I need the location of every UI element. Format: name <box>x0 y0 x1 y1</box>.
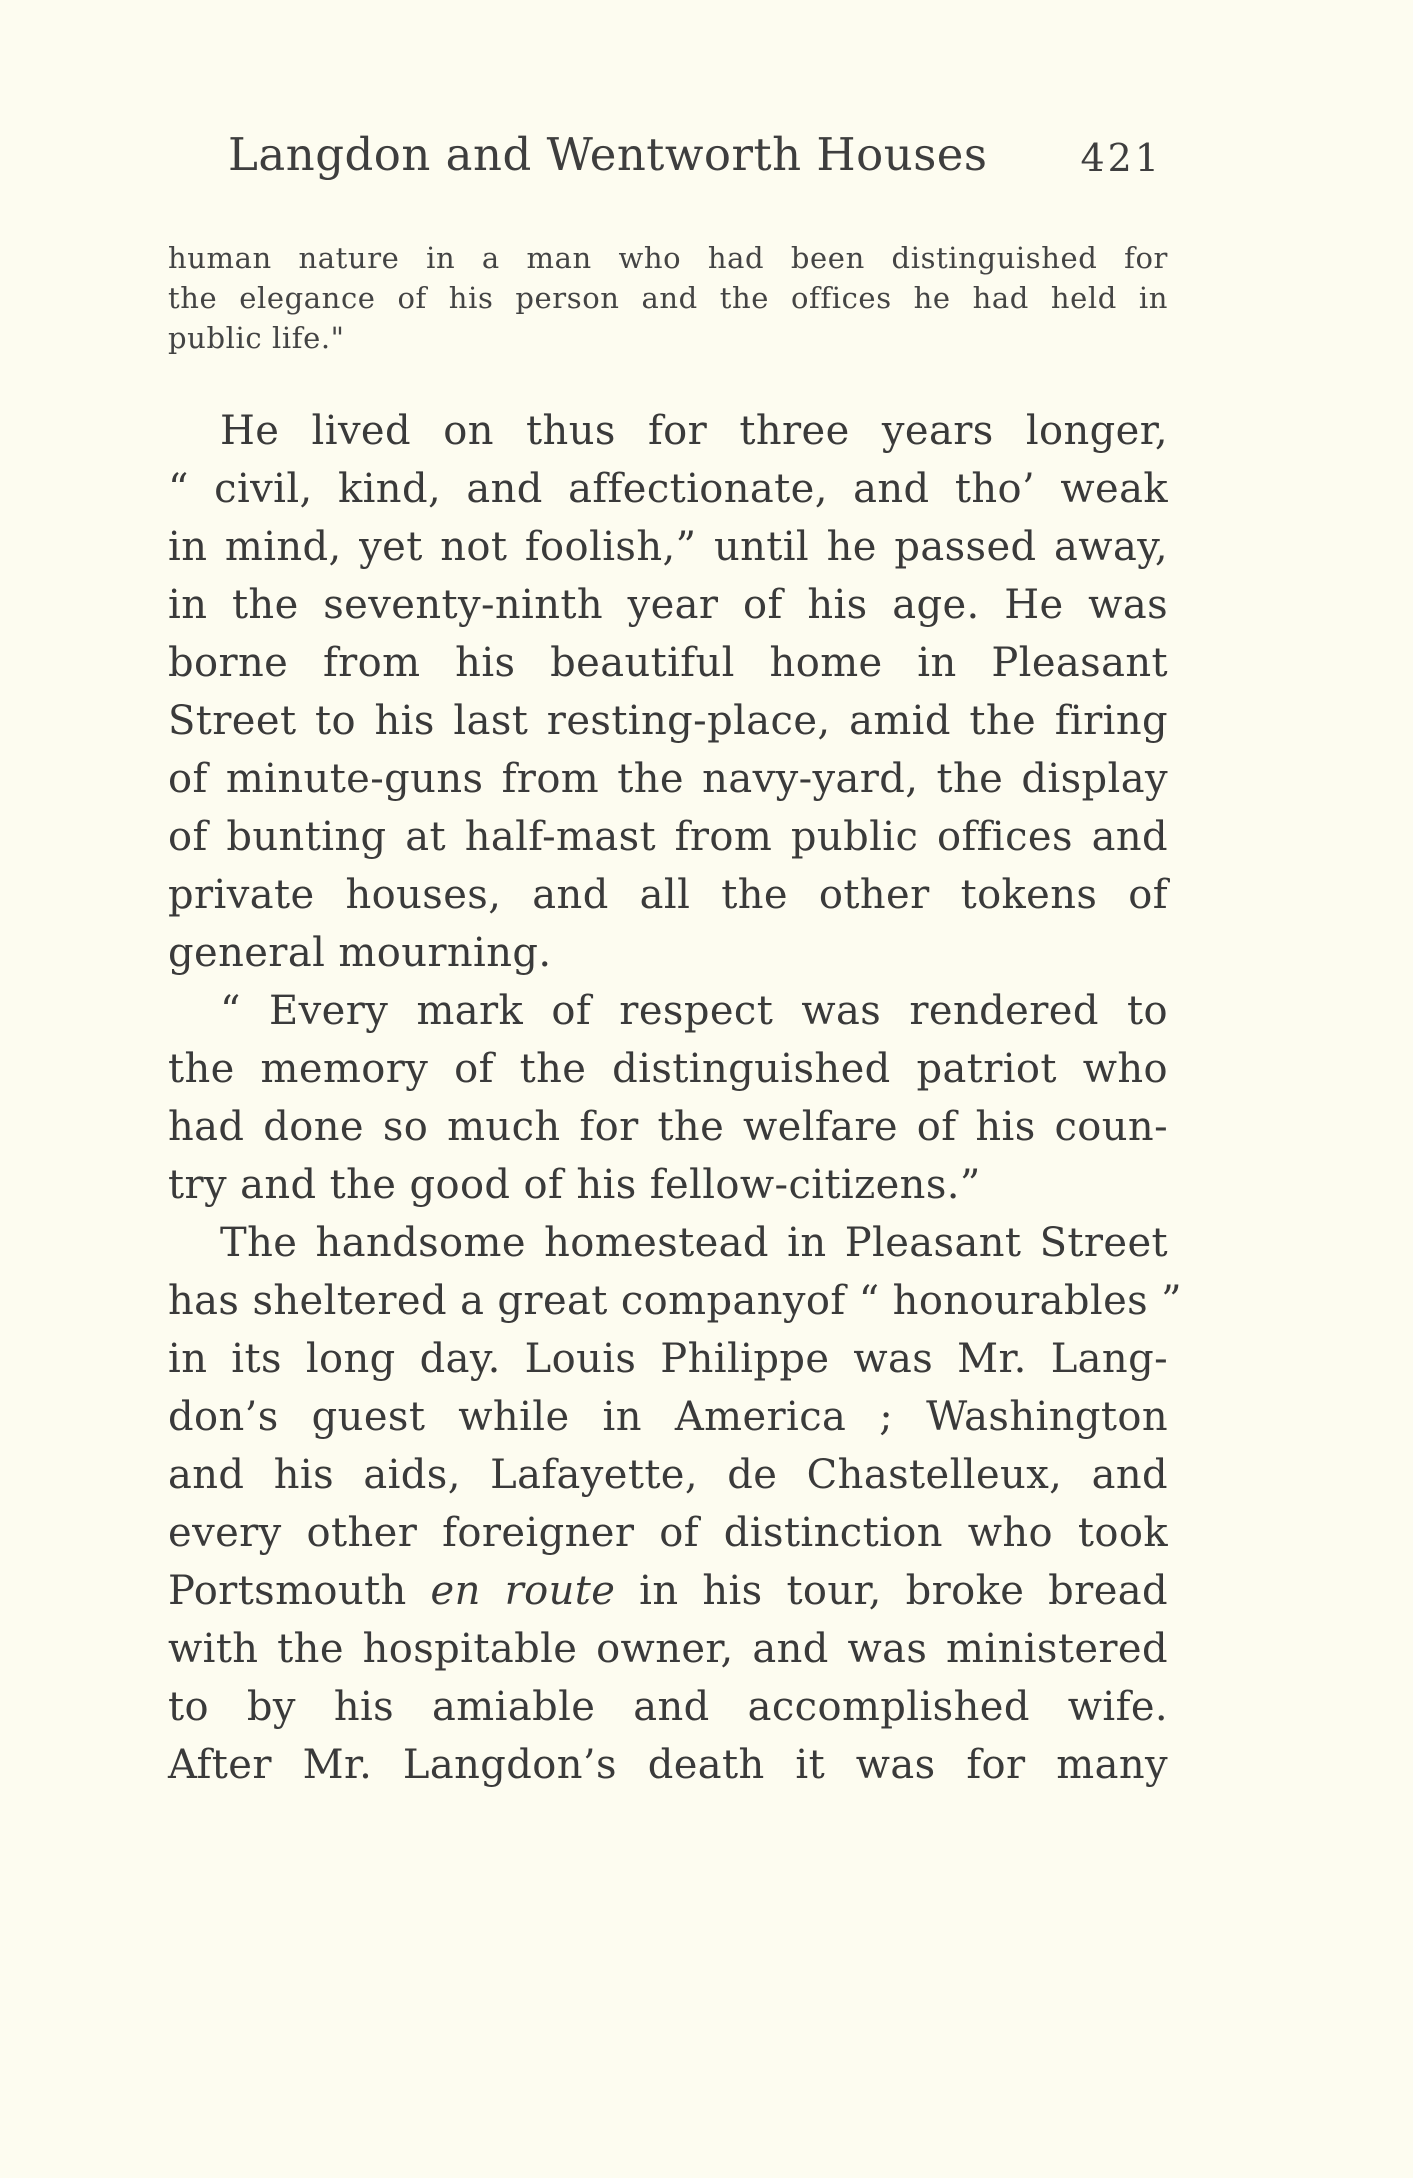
text-line: has sheltered a great companyof “ honourables ” <box>168 1278 1183 1324</box>
text-line: of bunting at half-mast from public offices and <box>168 814 1168 860</box>
text-line: in its long day. Louis Philippe was Mr. Lang- <box>168 1336 1168 1382</box>
text-line: don’s guest while in America ; Washington <box>168 1394 1168 1440</box>
text-line: He lived on thus for three years longer, <box>220 408 1168 454</box>
page-number: 421 <box>1080 136 1162 180</box>
italic-phrase: en route <box>430 1568 616 1614</box>
text-line: the elegance of his person and the offices he had held in <box>168 281 1168 315</box>
paragraph-2 <box>168 982 1168 1214</box>
running-head <box>168 128 1168 198</box>
text-line: with the hospitable owner, and was ministered <box>168 1626 1168 1672</box>
text-line: to by his amiable and accomplished wife. <box>168 1684 1168 1730</box>
paragraph-3 <box>168 1214 1183 1794</box>
text-line: of minute-guns from the navy-yard, the display <box>168 756 1168 802</box>
running-head-title: Langdon and Wentworth Houses <box>228 128 988 181</box>
quotation-continuation <box>168 238 1168 358</box>
text-line: every other foreigner of distinction who took <box>168 1510 1168 1556</box>
paragraph-1 <box>168 402 1168 982</box>
text-line: “ civil, kind, and affectionate, and tho’ weak <box>168 466 1168 512</box>
text-line: borne from his beautiful home in Pleasant <box>168 640 1168 686</box>
text-line: After Mr. Langdon’s death it was for many <box>168 1742 1168 1788</box>
text-line: had done so much for the welfare of his coun- <box>168 1104 1168 1150</box>
text-line: the memory of the distinguished patriot who <box>168 1046 1168 1092</box>
text-line: try and the good of his fellow-citizens.” <box>168 1162 981 1208</box>
book-page <box>168 128 1183 1794</box>
text-line: private houses, and all the other tokens of <box>168 872 1168 918</box>
text-line: public life." <box>168 321 345 355</box>
text-line: human nature in a man who had been distinguished for <box>168 241 1168 275</box>
text-line: Street to his last resting-place, amid the firing <box>168 698 1168 744</box>
text-line: general mourning. <box>168 930 552 976</box>
text-run: Portsmouth <box>168 1568 431 1614</box>
text-line: “ Every mark of respect was rendered to <box>220 988 1168 1034</box>
text-run: in his tour, broke bread <box>615 1568 1169 1614</box>
text-line: in mind, yet not foolish,” until he passed away, <box>168 524 1168 570</box>
text-line: The handsome homestead in Pleasant Street <box>220 1220 1168 1266</box>
text-line: and his aids, Lafayette, de Chastelleux, and <box>168 1452 1168 1498</box>
text-line: in the seventy-ninth year of his age. He was <box>168 582 1168 628</box>
text-line-with-italic <box>168 1562 1168 1620</box>
